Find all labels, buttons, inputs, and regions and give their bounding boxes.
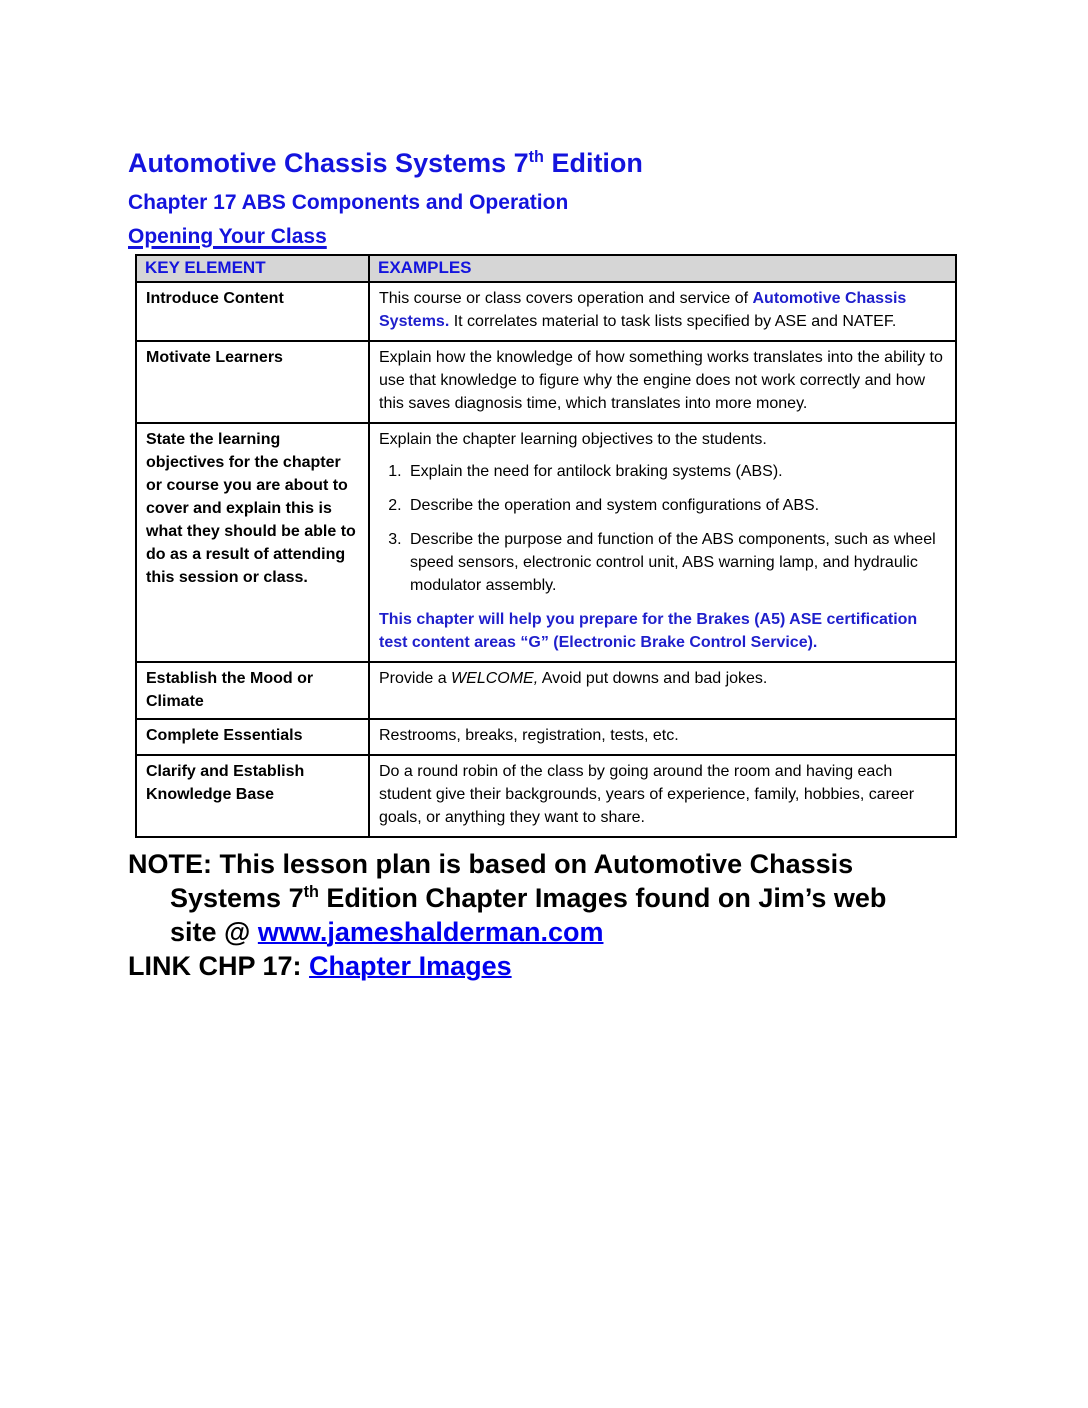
lesson-table xyxy=(135,254,957,838)
note-line xyxy=(128,915,964,949)
table-row xyxy=(136,282,956,341)
key-element-cell: Complete Essentials xyxy=(136,719,369,755)
text-segment: Restrooms, breaks, registration, tests, etc. xyxy=(379,727,679,744)
note-line xyxy=(128,949,964,983)
section-heading: Opening Your Class xyxy=(128,225,327,248)
table-row xyxy=(136,423,956,662)
text-segment: th xyxy=(528,148,544,166)
objective-item: 1. Explain the need for antilock braking systems (ABS). xyxy=(406,460,946,483)
example-paragraph xyxy=(379,287,946,333)
note-line xyxy=(128,881,964,915)
page-subtitle: Chapter 17 ABS Components and Operation xyxy=(128,191,569,214)
text-segment: Automotive Chassis Systems. xyxy=(379,290,907,330)
text-segment: Edition xyxy=(543,148,643,178)
examples-cell xyxy=(369,755,956,837)
text-segment: It correlates material to task lists specified by ASE and NATEF. xyxy=(449,313,897,330)
text-segment: Systems 7 xyxy=(170,883,304,913)
text-segment: LINK CHP 17: xyxy=(128,951,310,981)
text-segment: Do a round robin of the class by going around the room and having each student give their backgrounds, years of experience, family, hobbies, career goals, or anything they want to share. xyxy=(379,763,915,826)
example-paragraph xyxy=(379,346,946,415)
examples-header: EXAMPLES xyxy=(369,255,956,282)
text-segment: This chapter will help you prepare for the Brakes (A5) ASE certification test content areas “G” (Electronic Brake Control Service). xyxy=(379,611,918,651)
objectives-list xyxy=(379,460,946,597)
table-row xyxy=(136,719,956,755)
note-line xyxy=(128,847,964,881)
text-segment: Avoid put downs and bad jokes. xyxy=(538,670,768,687)
text-segment: th xyxy=(303,883,319,901)
table-row xyxy=(136,341,956,423)
page-title xyxy=(128,148,964,179)
example-paragraph xyxy=(379,428,946,451)
examples-cell xyxy=(369,341,956,423)
examples-cell xyxy=(369,662,956,719)
objective-item: 2. Describe the operation and system configurations of ABS. xyxy=(406,494,946,517)
text-segment: WELCOME, xyxy=(451,670,539,687)
key-element-cell: Motivate Learners xyxy=(136,341,369,423)
table-row xyxy=(136,662,956,719)
text-segment: Provide a xyxy=(379,670,452,687)
example-paragraph xyxy=(379,760,946,829)
key-element-header: KEY ELEMENT xyxy=(136,255,369,282)
chapter-images-link[interactable]: Chapter Images xyxy=(309,951,512,981)
key-element-cell: State the learning objectives for the chapter or course you are about to cover and explain this is what they should be able to do as a result of attending this session or class. xyxy=(136,423,369,662)
objective-item: 3. Describe the purpose and function of the ABS components, such as wheel speed sensors, electronic control unit, ABS warning lamp, and hydraulic modulator assembly. xyxy=(406,528,946,597)
note-text xyxy=(128,847,964,983)
website-link[interactable]: www.jameshalderman.com xyxy=(257,917,604,947)
examples-cell xyxy=(369,282,956,341)
text-segment: Explain how the knowledge of how something works translates into the ability to use that knowledge to figure why the engine does not work correctly and how this saves diagnosis time, which translates into more money. xyxy=(379,349,943,412)
text-segment: Explain the chapter learning objectives to the students. xyxy=(379,431,767,448)
text-segment: Edition Chapter Images found on Jim’s web xyxy=(318,883,887,913)
key-element-cell: Clarify and Establish Knowledge Base xyxy=(136,755,369,837)
table-header-row xyxy=(136,255,956,282)
key-element-cell: Introduce Content xyxy=(136,282,369,341)
text-segment: site @ xyxy=(170,917,258,947)
text-segment: NOTE: This lesson plan is based on Automotive Chassis xyxy=(128,849,854,879)
example-paragraph xyxy=(379,608,946,654)
examples-cell xyxy=(369,719,956,755)
table-row xyxy=(136,755,956,837)
examples-cell xyxy=(369,423,956,662)
key-element-cell: Establish the Mood or Climate xyxy=(136,662,369,719)
text-segment: Automotive Chassis Systems 7 xyxy=(128,148,529,178)
example-paragraph xyxy=(379,724,946,747)
document-page xyxy=(128,148,964,983)
example-paragraph xyxy=(379,667,946,690)
lesson-table-body xyxy=(136,282,956,837)
text-segment: This course or class covers operation and service of xyxy=(379,290,753,307)
